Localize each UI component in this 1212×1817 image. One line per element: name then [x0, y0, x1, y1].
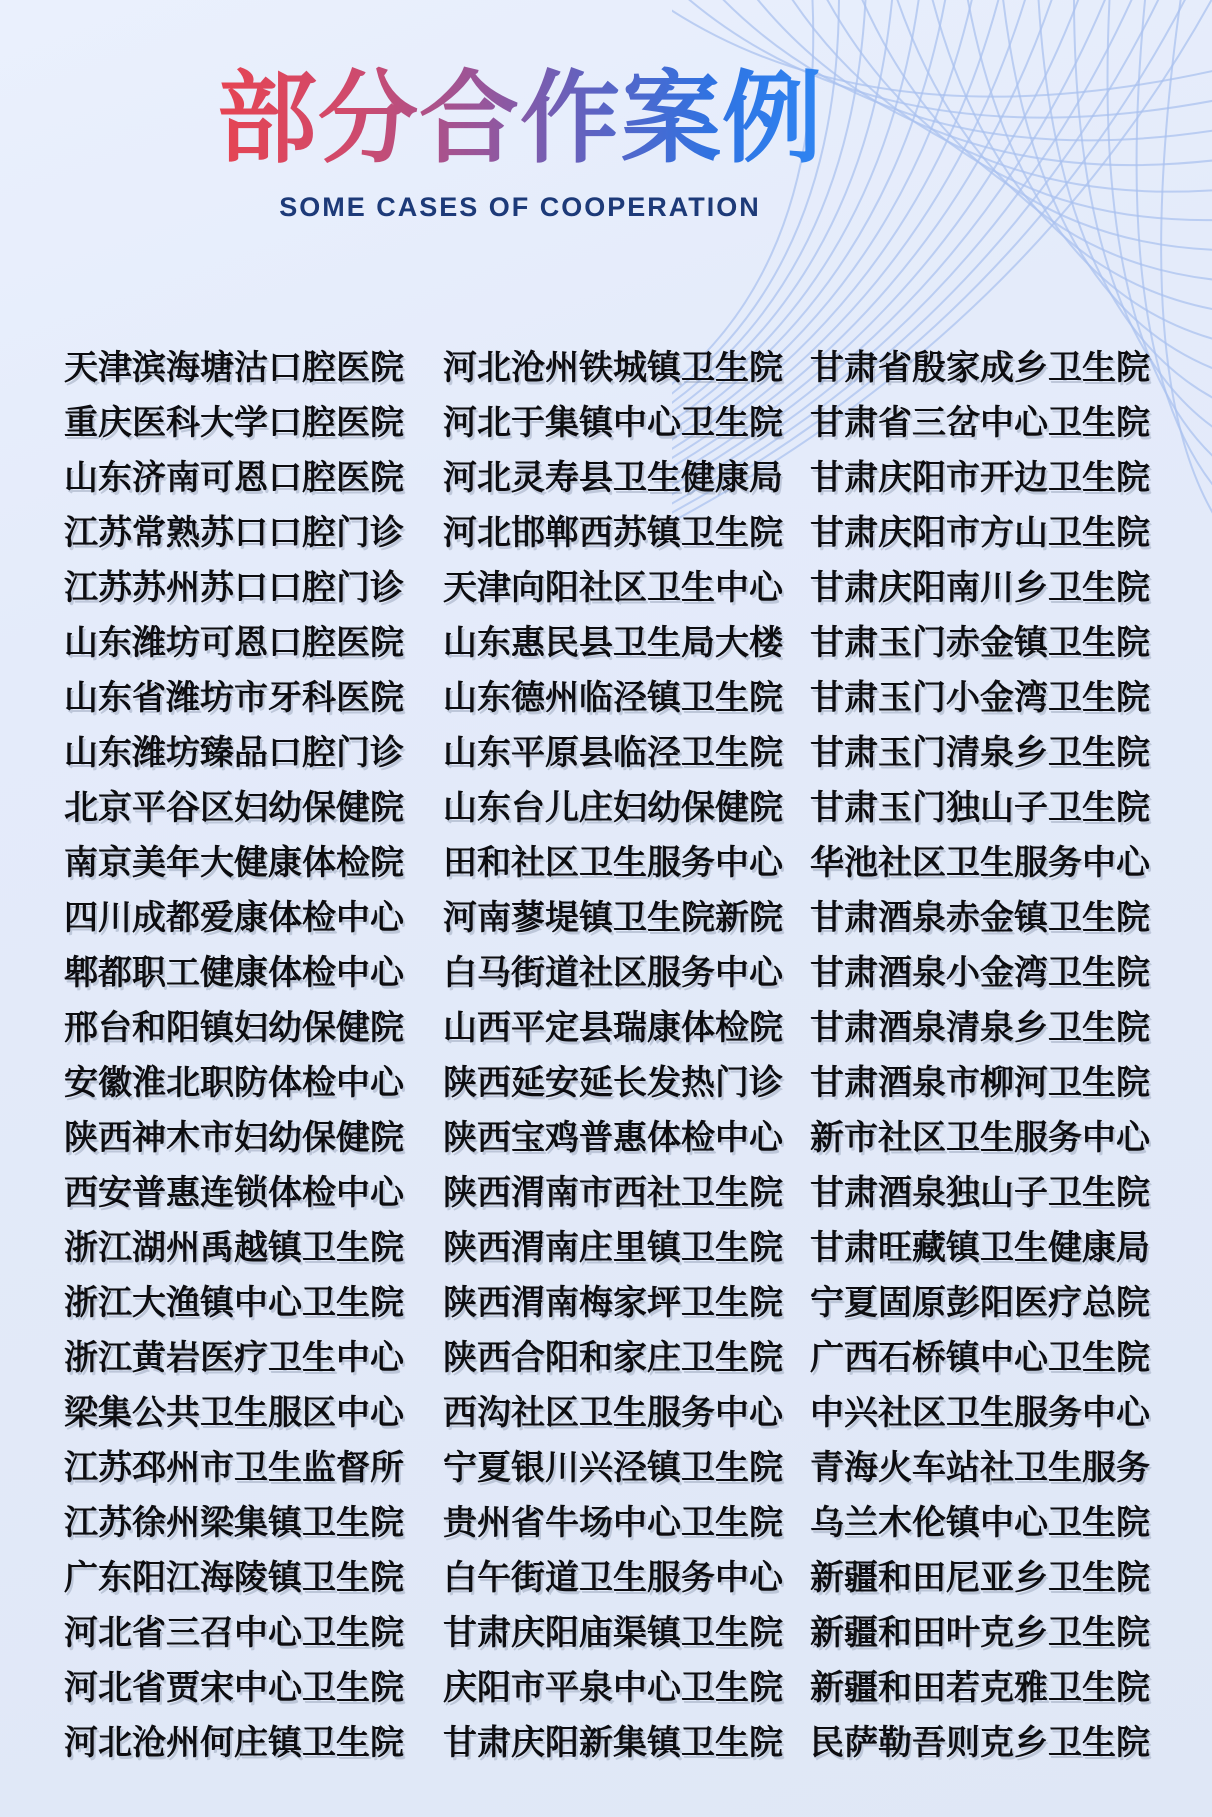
- list-item: 河南蓼堤镇卫生院新院: [443, 899, 783, 937]
- list-item: 浙江黄岩医疗卫生中心: [64, 1339, 404, 1377]
- poster-header: [0, 0, 1040, 223]
- list-item: 白马街道社区服务中心: [443, 954, 783, 992]
- list-item: 陕西渭南庄里镇卫生院: [443, 1229, 783, 1267]
- list-item: 邢台和阳镇妇幼保健院: [64, 1009, 404, 1047]
- list-item: 山东平原县临泾卫生院: [443, 734, 783, 772]
- list-item: 贵州省牛场中心卫生院: [443, 1504, 783, 1542]
- list-item: 郫都职工健康体检中心: [64, 954, 404, 992]
- list-item: 安徽淮北职防体检中心: [64, 1064, 404, 1102]
- list-item: 新疆和田叶克乡卫生院: [810, 1614, 1150, 1652]
- list-item: 山东省潍坊市牙科医院: [64, 679, 404, 717]
- list-item: 四川成都爱康体检中心: [64, 899, 404, 937]
- list-item: 山东德州临泾镇卫生院: [443, 679, 783, 717]
- list-item: 广西石桥镇中心卫生院: [810, 1339, 1150, 1377]
- list-item: 天津滨海塘沽口腔医院: [64, 349, 404, 387]
- list-item: 江苏苏州苏口口腔门诊: [64, 569, 404, 607]
- list-item: 甘肃省三岔中心卫生院: [810, 404, 1150, 442]
- list-item: 南京美年大健康体检院: [64, 844, 404, 882]
- list-item: 浙江湖州禹越镇卫生院: [64, 1229, 404, 1267]
- list-item: 青海火车站社卫生服务: [810, 1449, 1150, 1487]
- list-item: 河北省三召中心卫生院: [64, 1614, 404, 1652]
- list-item: 甘肃酒泉赤金镇卫生院: [810, 899, 1150, 937]
- list-item: 北京平谷区妇幼保健院: [64, 789, 404, 827]
- list-item: 宁夏银川兴泾镇卫生院: [443, 1449, 783, 1487]
- list-item: 民萨勒吾则克乡卫生院: [810, 1724, 1150, 1762]
- list-item: 陕西宝鸡普惠体检中心: [443, 1119, 783, 1157]
- list-item: 山东惠民县卫生局大楼: [443, 624, 783, 662]
- list-item: 甘肃玉门小金湾卫生院: [810, 679, 1150, 717]
- list-item: 梁集公共卫生服区中心: [64, 1394, 404, 1432]
- list-item: 山东济南可恩口腔医院: [64, 459, 404, 497]
- list-item: 陕西神木市妇幼保健院: [64, 1119, 404, 1157]
- list-item: 陕西延安延长发热门诊: [443, 1064, 783, 1102]
- list-item: 甘肃酒泉独山子卫生院: [810, 1174, 1150, 1212]
- list-item: 河北邯郸西苏镇卫生院: [443, 514, 783, 552]
- list-item: 河北灵寿县卫生健康局: [443, 459, 783, 497]
- list-item: 广东阳江海陵镇卫生院: [64, 1559, 404, 1597]
- page-subtitle: SOME CASES OF COOPERATION: [279, 192, 761, 222]
- list-item: 山西平定县瑞康体检院: [443, 1009, 783, 1047]
- list-item: 华池社区卫生服务中心: [810, 844, 1150, 882]
- list-item: 白午街道卫生服务中心: [443, 1559, 783, 1597]
- list-item: 西安普惠连锁体检中心: [64, 1174, 404, 1212]
- list-item: 河北沧州何庄镇卫生院: [64, 1724, 404, 1762]
- list-item: 田和社区卫生服务中心: [443, 844, 783, 882]
- list-column-3: [810, 337, 1172, 1767]
- list-column-1: [64, 337, 443, 1767]
- list-item: 庆阳市平泉中心卫生院: [443, 1669, 783, 1707]
- list-item: 甘肃酒泉清泉乡卫生院: [810, 1009, 1150, 1047]
- list-item: 甘肃酒泉市柳河卫生院: [810, 1064, 1150, 1102]
- list-item: 乌兰木伦镇中心卫生院: [810, 1504, 1150, 1542]
- list-item: 河北于集镇中心卫生院: [443, 404, 783, 442]
- list-item: 陕西合阳和家庄卫生院: [443, 1339, 783, 1377]
- list-item: 新市社区卫生服务中心: [810, 1119, 1150, 1157]
- list-item: 甘肃庆阳市方山卫生院: [810, 514, 1150, 552]
- list-item: 江苏邳州市卫生监督所: [64, 1449, 404, 1487]
- list-item: 甘肃庆阳庙渠镇卫生院: [443, 1614, 783, 1652]
- list-item: 新疆和田若克雅卫生院: [810, 1669, 1150, 1707]
- list-item: 浙江大渔镇中心卫生院: [64, 1284, 404, 1322]
- list-item: 宁夏固原彭阳医疗总院: [810, 1284, 1150, 1322]
- list-item: 河北省贾宋中心卫生院: [64, 1669, 404, 1707]
- list-item: 山东潍坊臻品口腔门诊: [64, 734, 404, 772]
- list-item: 新疆和田尼亚乡卫生院: [810, 1559, 1150, 1597]
- list-item: 重庆医科大学口腔医院: [64, 404, 404, 442]
- list-item: 甘肃省殷家成乡卫生院: [810, 349, 1150, 387]
- list-item: 甘肃玉门清泉乡卫生院: [810, 734, 1150, 772]
- page-title: 部分合作案例: [217, 63, 823, 175]
- list-item: 江苏徐州梁集镇卫生院: [64, 1504, 404, 1542]
- list-item: 天津向阳社区卫生中心: [443, 569, 783, 607]
- list-column-2: [443, 337, 810, 1767]
- list-item: 山东台儿庄妇幼保健院: [443, 789, 783, 827]
- list-item: 甘肃玉门赤金镇卫生院: [810, 624, 1150, 662]
- list-item: 甘肃酒泉小金湾卫生院: [810, 954, 1150, 992]
- list-item: 甘肃旺藏镇卫生健康局: [810, 1229, 1150, 1267]
- list-item: 江苏常熟苏口口腔门诊: [64, 514, 404, 552]
- list-item: 陕西渭南市西社卫生院: [443, 1174, 783, 1212]
- list-item: 中兴社区卫生服务中心: [810, 1394, 1150, 1432]
- list-item: 山东潍坊可恩口腔医院: [64, 624, 404, 662]
- list-item: 甘肃庆阳市开边卫生院: [810, 459, 1150, 497]
- list-item: 河北沧州铁城镇卫生院: [443, 349, 783, 387]
- list-item: 甘肃庆阳新集镇卫生院: [443, 1724, 783, 1762]
- list-item: 西沟社区卫生服务中心: [443, 1394, 783, 1432]
- list-item: 甘肃庆阳南川乡卫生院: [810, 569, 1150, 607]
- list-item: 甘肃玉门独山子卫生院: [810, 789, 1150, 827]
- cooperation-list: [64, 337, 1172, 1767]
- list-item: 陕西渭南梅家坪卫生院: [443, 1284, 783, 1322]
